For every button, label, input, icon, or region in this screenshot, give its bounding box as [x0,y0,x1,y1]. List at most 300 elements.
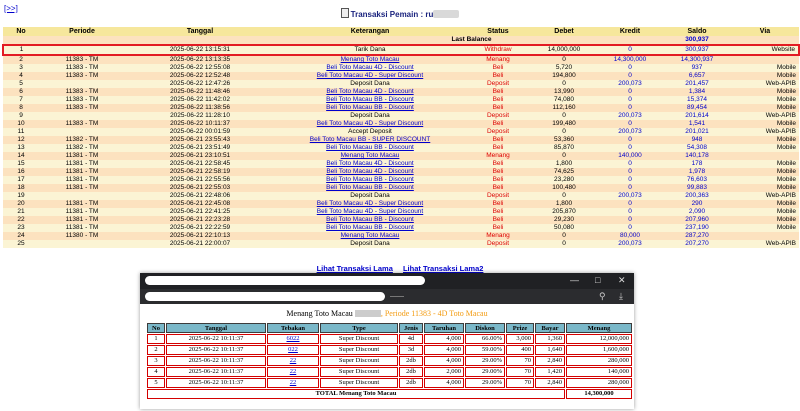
win-total-label: TOTAL Menang Toto Macau [147,389,565,399]
win-cell-bayar: 1,640 [535,345,565,355]
table-row [3,136,799,144]
cell-status: Beli [465,96,531,104]
cell-saldo: 201,457 [663,80,731,88]
cell-saldo: 6,657 [663,72,731,80]
cell-debet: 0 [531,128,597,136]
cell-tanggal: 2025-06-22 11:42:02 [125,96,275,104]
win-cell-tebakan[interactable]: 22 [267,378,319,388]
win-cell-prize: 70 [506,367,534,377]
cell-kredit: 0 [597,144,663,152]
cell-no: 10 [3,120,39,128]
cell-ket[interactable]: Menang Toto Macau [275,55,465,64]
win-cell-menang: 280,000 [566,356,632,366]
cell-status: Beli [465,136,531,144]
table-row [3,224,799,232]
win-col-bayar: Bayar [535,323,565,333]
cell-saldo: 99,883 [663,184,731,192]
cell-saldo: 201,614 [663,112,731,120]
win-cell-jenis: 3d [399,345,423,355]
win-cell-type: Super Discount [320,345,398,355]
cell-debet: 13,990 [531,88,597,96]
table-row [3,104,799,112]
cell-debet: 1,800 [531,200,597,208]
win-cell-tanggal: 2025-06-22 10:11:37 [166,334,266,344]
win-cell-type: Super Discount [320,334,398,344]
win-cell-tanggal: 2025-06-22 10:11:37 [166,378,266,388]
cell-kredit: 0 [597,136,663,144]
win-col-tanggal: Tanggal [166,323,266,333]
cell-periode [39,45,125,55]
page-title [0,8,800,19]
cell-saldo: 1,384 [663,88,731,96]
cell-no: 3 [3,64,39,72]
popup-content [140,304,634,404]
cell-status: Deposit [465,240,531,248]
cell-debet: 199,480 [531,120,597,128]
cell-periode: 11383 - TM [39,72,125,80]
win-cell-diskon: 66.00% [465,334,505,344]
win-row [147,334,632,344]
cell-ket[interactable]: Menang Toto Macau [275,232,465,240]
cell-periode [39,80,125,88]
cell-periode: 11383 - TM [39,88,125,96]
win-cell-tanggal: 2025-06-22 10:11:37 [166,367,266,377]
cell-via: Web-APIB [731,112,799,120]
win-cell-taruhan: 4,000 [424,334,464,344]
last-balance-label: Last Balance [3,36,663,45]
cell-via: Web-APIB [731,240,799,248]
cell-via: Mobile [731,136,799,144]
cell-no: 9 [3,112,39,120]
table-row [3,192,799,200]
cell-kredit: 0 [597,216,663,224]
win-cell-tebakan[interactable]: 22 [267,356,319,366]
cell-debet: 74,080 [531,96,597,104]
win-cell-diskon: 29.00% [465,356,505,366]
col-header-via: Via [731,27,799,36]
cell-via: Mobile [731,216,799,224]
cell-periode [39,128,125,136]
table-row [3,152,799,160]
cell-status: Beli [465,120,531,128]
cell-via: Web-APIB [731,80,799,88]
cell-ket[interactable]: Menang Toto Macau [275,152,465,160]
cell-no: 15 [3,160,39,168]
cell-debet: 29,230 [531,216,597,224]
cell-tanggal: 2025-06-22 11:48:46 [125,88,275,96]
table-row [3,72,799,80]
win-total-value: 14,300,000 [566,389,632,399]
cell-saldo: 54,308 [663,144,731,152]
win-cell-type: Super Discount [320,356,398,366]
cell-ket: Deposit Dana [275,192,465,200]
win-cell-prize: 3,000 [506,334,534,344]
cell-kredit: 0 [597,64,663,72]
cell-via: Mobile [731,160,799,168]
link-transaksi-lama[interactable]: Lihat Transaksi Lama [316,264,393,273]
popup-window [140,273,634,409]
win-cell-taruhan: 4,000 [424,378,464,388]
popup-heading-main: Menang Toto Macau [286,309,353,318]
cell-tanggal: 2025-06-21 22:55:56 [125,176,275,184]
cell-no: 25 [3,240,39,248]
table-row [3,55,799,64]
cell-status: Beli [465,176,531,184]
cell-periode: 11381 - TM [39,168,125,176]
cell-saldo: 178 [663,160,731,168]
win-cell-type: Super Discount [320,367,398,377]
col-header-periode: Periode [39,27,125,36]
cell-via [731,152,799,160]
cell-tanggal: 2025-06-22 11:28:10 [125,112,275,120]
cell-tanggal: 2025-06-21 22:48:06 [125,192,275,200]
cell-kredit: 0 [597,45,663,55]
cell-tanggal: 2025-06-22 12:47:26 [125,80,275,88]
cell-ket[interactable]: Beli Toto Macau BB - Discount [275,184,465,192]
table-row [3,176,799,184]
masked-window-title [145,276,425,285]
cell-no: 20 [3,200,39,208]
cell-debet: 0 [531,192,597,200]
cell-status: Deposit [465,80,531,88]
cell-periode: 11383 - TM [39,55,125,64]
expand-link[interactable]: [>>] [4,4,18,13]
win-cell-tanggal: 2025-06-22 10:11:37 [166,345,266,355]
cell-ket[interactable]: Beli Toto Macau 4D - Discount [275,64,465,72]
col-header-keterangan: Keterangan [275,27,465,36]
table-row [3,200,799,208]
cell-kredit: 200,073 [597,192,663,200]
cell-saldo: 14,300,937 [663,55,731,64]
win-col-taruhan: Taruhan [424,323,464,333]
cell-saldo: 2,090 [663,208,731,216]
cell-via: Website [731,45,799,55]
cell-debet: 5,720 [531,64,597,72]
win-header-row [147,323,632,333]
cell-no: 17 [3,176,39,184]
cell-debet: 0 [531,112,597,120]
table-row [3,45,799,55]
cell-saldo: 290 [663,200,731,208]
cell-no: 12 [3,136,39,144]
cell-no: 18 [3,184,39,192]
cell-status: Beli [465,168,531,176]
cell-saldo: 89,454 [663,104,731,112]
win-row [147,345,632,355]
cell-status: Beli [465,184,531,192]
cell-tanggal: 2025-06-21 22:58:45 [125,160,275,168]
cell-via: Mobile [731,104,799,112]
cell-tanggal: 2025-06-22 10:11:37 [125,120,275,128]
table-row [3,112,799,120]
cell-debet: 0 [531,240,597,248]
cell-via: Mobile [731,96,799,104]
cell-status: Menang [465,232,531,240]
cell-periode: 11383 - TM [39,120,125,128]
win-cell-prize: 400 [506,345,534,355]
cell-debet: 112,160 [531,104,597,112]
cell-tanggal: 2025-06-21 23:51:49 [125,144,275,152]
cell-saldo: 15,374 [663,96,731,104]
win-cell-menang: 1,600,000 [566,345,632,355]
document-icon [341,8,349,18]
cell-kredit: 0 [597,160,663,168]
cell-periode: 11381 - TM [39,160,125,168]
win-cell-type: Super Discount [320,378,398,388]
cell-no: 5 [3,80,39,88]
win-cell-no: 2 [147,345,165,355]
cell-ket[interactable]: Beli Toto Macau 4D - Discount [275,160,465,168]
cell-kredit: 0 [597,104,663,112]
win-cell-tebakan[interactable]: 022 [267,345,319,355]
cell-saldo: 207,270 [663,240,731,248]
cell-tanggal: 2025-06-22 11:38:56 [125,104,275,112]
transaction-table [2,27,800,248]
cell-kredit: 140,000 [597,152,663,160]
close-icon[interactable]: ✕ [618,275,626,285]
cell-via: Mobile [731,144,799,152]
cell-kredit: 0 [597,224,663,232]
table-row [3,144,799,152]
cell-saldo: 948 [663,136,731,144]
cell-status: Beli [465,160,531,168]
win-cell-jenis: 2db [399,367,423,377]
cell-kredit: 0 [597,208,663,216]
win-cell-prize: 70 [506,378,534,388]
cell-tanggal: 2025-06-21 23:55:43 [125,136,275,144]
cell-ket[interactable]: Beli Toto Macau BB - Discount [275,216,465,224]
table-row [3,128,799,136]
cell-status: Beli [465,144,531,152]
cell-status: Deposit [465,192,531,200]
cell-periode: 11382 - TM [39,144,125,152]
cell-periode: 11381 - TM [39,184,125,192]
last-balance-row [3,36,799,45]
cell-status: Beli [465,64,531,72]
win-cell-bayar: 1,420 [535,367,565,377]
win-col-jenis: Jenis [399,323,423,333]
cell-ket[interactable]: Beli Toto Macau 4D - Super Discount [275,208,465,216]
cell-ket[interactable]: Beli Toto Macau 4D - Discount [275,168,465,176]
cell-no: 22 [3,216,39,224]
table-row [3,232,799,240]
minimize-icon[interactable]: — [570,275,579,285]
cell-periode [39,112,125,120]
cell-tanggal: 2025-06-21 22:22:59 [125,224,275,232]
cell-via: Web-APIB [731,128,799,136]
cell-kredit: 200,073 [597,112,663,120]
search-icon[interactable]: ⚲ [599,291,606,301]
cell-tanggal: 2025-06-22 13:15:31 [125,45,275,55]
cell-no: 7 [3,96,39,104]
win-col-no: No [147,323,165,333]
cell-kredit: 0 [597,200,663,208]
cell-status: Beli [465,200,531,208]
cell-no: 19 [3,192,39,200]
cell-via: Web-APIB [731,192,799,200]
win-cell-menang: 140,000 [566,367,632,377]
cell-periode: 11381 - TM [39,200,125,208]
col-header-saldo: Saldo [663,27,731,36]
table-row [3,216,799,224]
win-total-row [147,389,632,399]
cell-kredit: 0 [597,168,663,176]
cell-ket[interactable]: Beli Toto Macau 4D - Super Discount [275,72,465,80]
cell-periode: 11381 - TM [39,216,125,224]
cell-kredit: 200,073 [597,240,663,248]
cell-status: Beli [465,208,531,216]
cell-saldo: 76,603 [663,176,731,184]
win-cell-tebakan[interactable]: 22 [267,367,319,377]
cell-via: Mobile [731,168,799,176]
cell-no: 8 [3,104,39,112]
cell-tanggal: 2025-06-22 12:55:08 [125,64,275,72]
cell-ket[interactable]: Beli Toto Macau BB - SUPER DISCOUNT [275,136,465,144]
table-row [3,96,799,104]
cell-status: Beli [465,72,531,80]
cell-tanggal: 2025-06-21 22:58:19 [125,168,275,176]
win-cell-diskon: 59.00% [465,345,505,355]
cell-saldo: 140,178 [663,152,731,160]
cell-ket[interactable]: Beli Toto Macau 4D - Super Discount [275,120,465,128]
win-cell-prize: 70 [506,356,534,366]
cell-debet: 205,870 [531,208,597,216]
cell-tanggal: 2025-06-21 22:45:08 [125,200,275,208]
cell-periode: 11383 - TM [39,104,125,112]
masked-url[interactable] [145,292,385,301]
col-header-kredit: Kredit [597,27,663,36]
table-row [3,64,799,72]
cell-periode: 11381 - TM [39,224,125,232]
win-col-diskon: Diskon [465,323,505,333]
cell-saldo: 1,978 [663,168,731,176]
masked-player [355,310,381,317]
cell-tanggal: 2025-06-22 13:13:35 [125,55,275,64]
cell-debet: 0 [531,232,597,240]
popup-heading [146,309,628,318]
cell-no: 14 [3,152,39,160]
win-cell-bayar: 2,840 [535,356,565,366]
cell-no: 11 [3,128,39,136]
cell-ket[interactable]: Beli Toto Macau 4D - Discount [275,88,465,96]
download-icon[interactable]: ⤓ [619,291,623,301]
cell-via: Mobile [731,88,799,96]
cell-ket[interactable]: Beli Toto Macau BB - Discount [275,176,465,184]
cell-ket[interactable]: Beli Toto Macau BB - Discount [275,144,465,152]
cell-kredit: 80,000 [597,232,663,240]
cell-saldo: 287,270 [663,232,731,240]
cell-ket: Deposit Dana [275,80,465,88]
cell-debet: 14,000,000 [531,45,597,55]
cell-saldo: 207,960 [663,216,731,224]
cell-status: Menang [465,152,531,160]
cell-status: Beli [465,224,531,232]
cell-tanggal: 2025-06-21 22:00:07 [125,240,275,248]
cell-ket[interactable]: Beli Toto Macau BB - Discount [275,224,465,232]
col-header-no: No [3,27,39,36]
cell-periode: 11380 - TM [39,232,125,240]
cell-debet: 194,800 [531,72,597,80]
cell-via: Mobile [731,176,799,184]
cell-via: Mobile [731,224,799,232]
cell-ket: Deposit Dana [275,112,465,120]
win-col-prize: Prize [506,323,534,333]
cell-no: 13 [3,144,39,152]
cell-tanggal: 2025-06-22 12:52:48 [125,72,275,80]
cell-status: Beli [465,216,531,224]
col-header-status: Status [465,27,531,36]
table-header-row [3,27,799,36]
cell-tanggal: 2025-06-21 22:41:25 [125,208,275,216]
popup-heading-periode: , Periode 11383 - 4D Toto Macau [380,309,488,318]
cell-no: 2 [3,55,39,64]
win-row [147,367,632,377]
win-row [147,356,632,366]
cell-kredit: 0 [597,88,663,96]
cell-ket[interactable]: Beli Toto Macau BB - Discount [275,104,465,112]
cell-ket[interactable]: Beli Toto Macau BB - Discount [275,96,465,104]
cell-periode: 11381 - TM [39,208,125,216]
cell-saldo: 201,021 [663,128,731,136]
cell-status: Beli [465,104,531,112]
win-cell-diskon: 29.00% [465,367,505,377]
cell-periode: 11382 - TM [39,136,125,144]
win-cell-jenis: 4d [399,334,423,344]
cell-kredit: 200,073 [597,128,663,136]
cell-via: Mobile [731,200,799,208]
cell-kredit: 0 [597,120,663,128]
link-transaksi-lama2[interactable]: Lihat Transaksi Lama2 [402,264,484,273]
cell-debet: 0 [531,152,597,160]
win-col-type: Type [320,323,398,333]
table-row [3,168,799,176]
table-row [3,88,799,96]
cell-no: 1 [3,45,39,55]
cell-kredit: 0 [597,96,663,104]
cell-status: Withdraw [465,45,531,55]
cell-periode: 11383 - TM [39,64,125,72]
win-cell-jenis: 2db [399,378,423,388]
cell-via [731,232,799,240]
cell-ket: Tarik Dana [275,45,465,55]
maximize-icon[interactable]: □ [595,275,601,285]
cell-no: 23 [3,224,39,232]
cell-via: Mobile [731,72,799,80]
table-row [3,208,799,216]
win-cell-tebakan[interactable]: 6022 [267,334,319,344]
cell-no: 24 [3,232,39,240]
cell-periode [39,192,125,200]
page-title-text: Transaksi Pemain : ru [350,10,434,19]
popup-urlbar [140,289,634,304]
cell-periode: 11381 - TM [39,152,125,160]
table-row [3,240,799,248]
cell-debet: 0 [531,80,597,88]
cell-via: Mobile [731,208,799,216]
win-cell-tanggal: 2025-06-22 10:11:37 [166,356,266,366]
popup-titlebar [140,273,634,289]
cell-via [731,55,799,64]
cell-tanggal: 2025-06-21 23:10:51 [125,152,275,160]
cell-saldo: 200,363 [663,192,731,200]
cell-no: 21 [3,208,39,216]
cell-via: Mobile [731,64,799,72]
cell-periode: 11381 - TM [39,176,125,184]
cell-saldo: 937 [663,64,731,72]
cell-status: Deposit [465,128,531,136]
cell-ket[interactable]: Beli Toto Macau 4D - Super Discount [275,200,465,208]
cell-tanggal: 2025-06-21 22:23:28 [125,216,275,224]
